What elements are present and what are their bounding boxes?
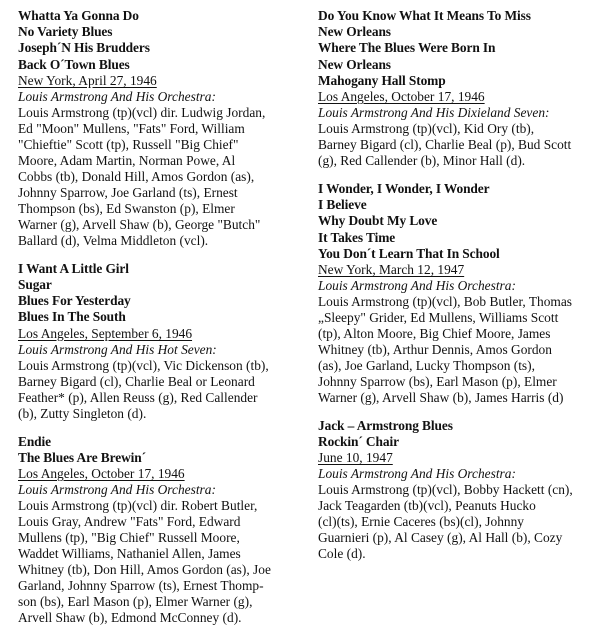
track-title: Endie: [18, 433, 51, 449]
session-block: [18, 8, 300, 249]
personnel-line: (cl)(ts), Ernie Caceres (bs)(cl), Johnny: [318, 514, 524, 530]
personnel-line: (b), Zutty Singleton (d).: [18, 405, 147, 421]
band-name: Louis Armstrong And His Orchestra:: [18, 88, 216, 104]
track-title: Rockin´ Chair: [318, 434, 399, 450]
personnel-line: Ballard (d), Velma Middleton (vcl).: [18, 232, 209, 248]
personnel-line: Johnny Sparrow (bs), Earl Mason (p), Elmer: [318, 374, 557, 390]
session-place-date: June 10, 1947: [318, 450, 393, 466]
personnel-line: Louis Armstrong (tp)(vcl), Bobby Hackett (cn),: [318, 482, 573, 498]
track-title: No Variety Blues: [18, 24, 113, 40]
track-title: Where The Blues Were Born In: [318, 40, 496, 56]
band-name: Louis Armstrong And His Orchestra:: [318, 278, 516, 294]
personnel-line: Feather* (p), Allen Reuss (g), Red Callender: [18, 389, 258, 405]
session-place-date: New York, April 27, 1946: [18, 72, 157, 88]
personnel-line: Moore, Adam Martin, Norman Powe, Al: [18, 152, 236, 168]
personnel-line: „Sleepy" Grider, Ed Mullens, Williams Scott: [318, 310, 559, 326]
personnel-line: Barney Bigard (cl), Charlie Beal (p), Bud Scott: [318, 137, 572, 153]
track-title: Blues In The South: [18, 309, 126, 325]
session-block: [18, 261, 300, 422]
track-title: Blues For Yesterday: [18, 293, 131, 309]
personnel-line: Louis Gray, Andrew "Fats" Ford, Edward: [18, 514, 241, 530]
track-title: Jack – Armstrong Blues: [318, 418, 453, 434]
track-title: You Don´t Learn That In School: [318, 245, 500, 261]
personnel-line: "Chieftie" Scott (tp), Russell "Big Chief": [18, 136, 239, 152]
band-name: Louis Armstrong And His Hot Seven:: [18, 341, 217, 357]
personnel-line: Louis Armstrong (tp)(vcl) dir. Ludwig Jordan,: [18, 104, 266, 120]
track-title: Sugar: [18, 277, 52, 293]
track-title: It Takes Time: [318, 229, 396, 245]
band-name: Louis Armstrong And His Orchestra:: [318, 466, 516, 482]
band-name: Louis Armstrong And His Dixieland Seven:: [318, 105, 550, 121]
track-title: Why Doubt My Love: [318, 213, 438, 229]
left-column: [18, 8, 300, 638]
personnel-line: (g), Red Callender (b), Minor Hall (d).: [318, 153, 526, 169]
personnel-line: (tp), Alton Moore, Big Chief Moore, James: [318, 326, 551, 342]
session-place-date: New York, March 12, 1947: [318, 262, 465, 278]
personnel-line: Ed "Moon" Mullens, "Fats" Ford, William: [18, 120, 245, 136]
personnel-line: Louis Armstrong (tp)(vcl), Bob Butler, Thomas: [318, 294, 572, 310]
session-block: [318, 8, 590, 169]
track-title: I Wonder, I Wonder, I Wonder: [318, 181, 490, 197]
personnel-line: Cobbs (tb), Donald Hill, Amos Gordon (as),: [18, 168, 255, 184]
session-block: [318, 418, 590, 562]
personnel-line: Mullens (tp), "Big Chief" Russell Moore,: [18, 530, 240, 546]
personnel-line: Garland, Johnny Sparrow (ts), Ernest Thomp-: [18, 578, 264, 594]
personnel-line: Whitney (tb), Don Hill, Amos Gordon (as), Joe: [18, 562, 271, 578]
track-title: New Orleans: [318, 24, 391, 40]
track-title: Mahogany Hall Stomp: [318, 72, 446, 88]
track-title: Whatta Ya Gonna Do: [18, 8, 139, 23]
personnel-line: Barney Bigard (cl), Charlie Beal or Leonard: [18, 373, 255, 389]
personnel-line: Guarnieri (p), Al Casey (g), Al Hall (b), Cozy: [318, 530, 563, 546]
track-title: I Want A Little Girl: [18, 260, 129, 276]
session-place-date: Los Angeles, October 17, 1946: [18, 466, 185, 482]
personnel-line: Thompson (bs), Ed Swanston (p), Elmer: [18, 200, 235, 216]
personnel-line: Louis Armstrong (tp)(vcl), Vic Dickenson (tb),: [18, 357, 269, 373]
band-name: Louis Armstrong And His Orchestra:: [18, 482, 216, 498]
track-title: Back O´Town Blues: [18, 56, 130, 72]
track-title: New Orleans: [318, 56, 391, 72]
personnel-line: Whitney (tb), Arthur Dennis, Amos Gordon: [318, 342, 552, 358]
personnel-line: Johnny Sparrow, Joe Garland (ts), Ernest: [18, 184, 238, 200]
session-block: [318, 181, 590, 406]
track-title: The Blues Are Brewin´: [18, 449, 146, 465]
personnel-line: Warner (g), Arvell Shaw (b), George "Butch": [18, 216, 261, 232]
track-title: I Believe: [318, 197, 367, 213]
session-block: [18, 434, 300, 626]
personnel-line: Warner (g), Arvell Shaw (b), James Harris (d): [318, 390, 564, 406]
right-column: [318, 8, 590, 574]
personnel-line: Louis Armstrong (tp)(vcl), Kid Ory (tb),: [318, 121, 535, 137]
personnel-line: (as), Joe Garland, Lucky Thompson (ts),: [318, 358, 535, 374]
personnel-line: Arvell Shaw (b), Edmond McConney (d).: [18, 610, 242, 626]
personnel-line: Jack Teagarden (tb)(vcl), Peanuts Hucko: [318, 498, 536, 514]
session-place-date: Los Angeles, October 17, 1946: [318, 89, 485, 105]
personnel-line: Waddet Williams, Nathaniel Allen, James: [18, 546, 241, 562]
personnel-line: Louis Armstrong (tp)(vcl) dir. Robert Butler,: [18, 498, 258, 514]
session-place-date: Los Angeles, September 6, 1946: [18, 325, 193, 341]
track-title: Do You Know What It Means To Miss: [318, 8, 531, 23]
personnel-line: Cole (d).: [318, 546, 366, 562]
track-title: Joseph´N His Brudders: [18, 40, 150, 56]
personnel-line: son (bs), Earl Mason (p), Elmer Warner (g),: [18, 594, 253, 610]
